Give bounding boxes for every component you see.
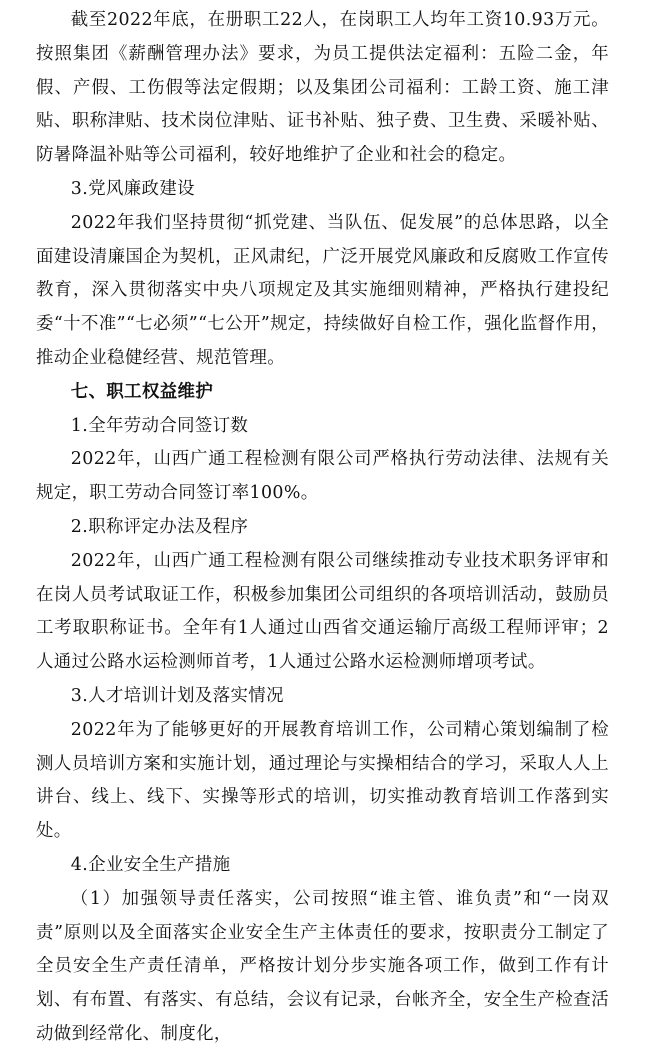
section-heading-employee-rights: 七、职工权益维护 [70,381,214,402]
paragraph-safety-measures: （1）加强领导责任落实，公司按照“谁主管、谁负责”和“一岗双责”原则以及全面落实企业安全生产主体责任的要求，按职责分工制定了全员安全生产责任清单，严格按计划分步实施各项工作，做到工作有计划、有布置、有落实、有总结，会议有记录，台帐齐全，安全生产检查活动做到经常化、制度化， [36,888,609,1044]
subheading-title-evaluation: 2.职称评定办法及程序 [70,516,249,537]
paragraph-title-evaluation: 2022年，山西广通工程检测有限公司继续推动专业技术职务评审和在岗人员考试取证工作，积极参加集团公司组织的各项培训活动，鼓励员工考取职称证书。全年有1人通过山西省交通运输厅高级工程师评审；2人通过公路水运检测师首考，1人通过公路水运检测师增项考试。 [36,550,609,673]
subheading-labor-contracts: 1.全年劳动合同签订数 [70,415,249,436]
paragraph-labor-contracts: 2022年，山西广通工程检测有限公司严格执行劳动法律、法规有关规定，职工劳动合同签订率100%。 [36,449,609,504]
subheading-party-conduct: 3.党风廉政建设 [70,178,195,199]
subheading-training-plan: 3.人才培训计划及落实情况 [70,685,284,706]
paragraph-salary-welfare: 截至2022年底，在册职工22人，在岗职工人均年工资10.93万元。按照集团《薪酬管理办法》要求，为员工提供法定福利：五险二金，年假、产假、工伤假等法定假期；以及集团公司福利：工龄工资、施工津贴、职称津贴、技术岗位津贴、证书补贴、独子费、卫生费、采暖补贴、防暑降温补贴等公司福利，较好地维护了企业和社会的稳定。 [36,10,609,166]
paragraph-training-plan: 2022年为了能够更好的开展教育培训工作，公司精心策划编制了检测人员培训方案和实施计划，通过理论与实操相结合的学习，采取人人上讲台、线上、线下、实操等形式的培训，切实推动教育培训工作落到实处。 [36,719,609,842]
paragraph-party-conduct: 2022年我们坚持贯彻“抓党建、当队伍、促发展”的总体思路，以全面建设清廉国企为契机，正风肃纪，广泛开展党风廉政和反腐败工作宣传教育，深入贯彻落实中央八项规定及其实施细则精神，严格执行建投纪委“十不准”“七必须”“七公开”规定，持续做好自检工作，强化监督作用，推动企业稳健经营、规范管理。 [36,212,609,368]
subheading-safety-measures: 4.企业安全生产措施 [70,854,231,875]
